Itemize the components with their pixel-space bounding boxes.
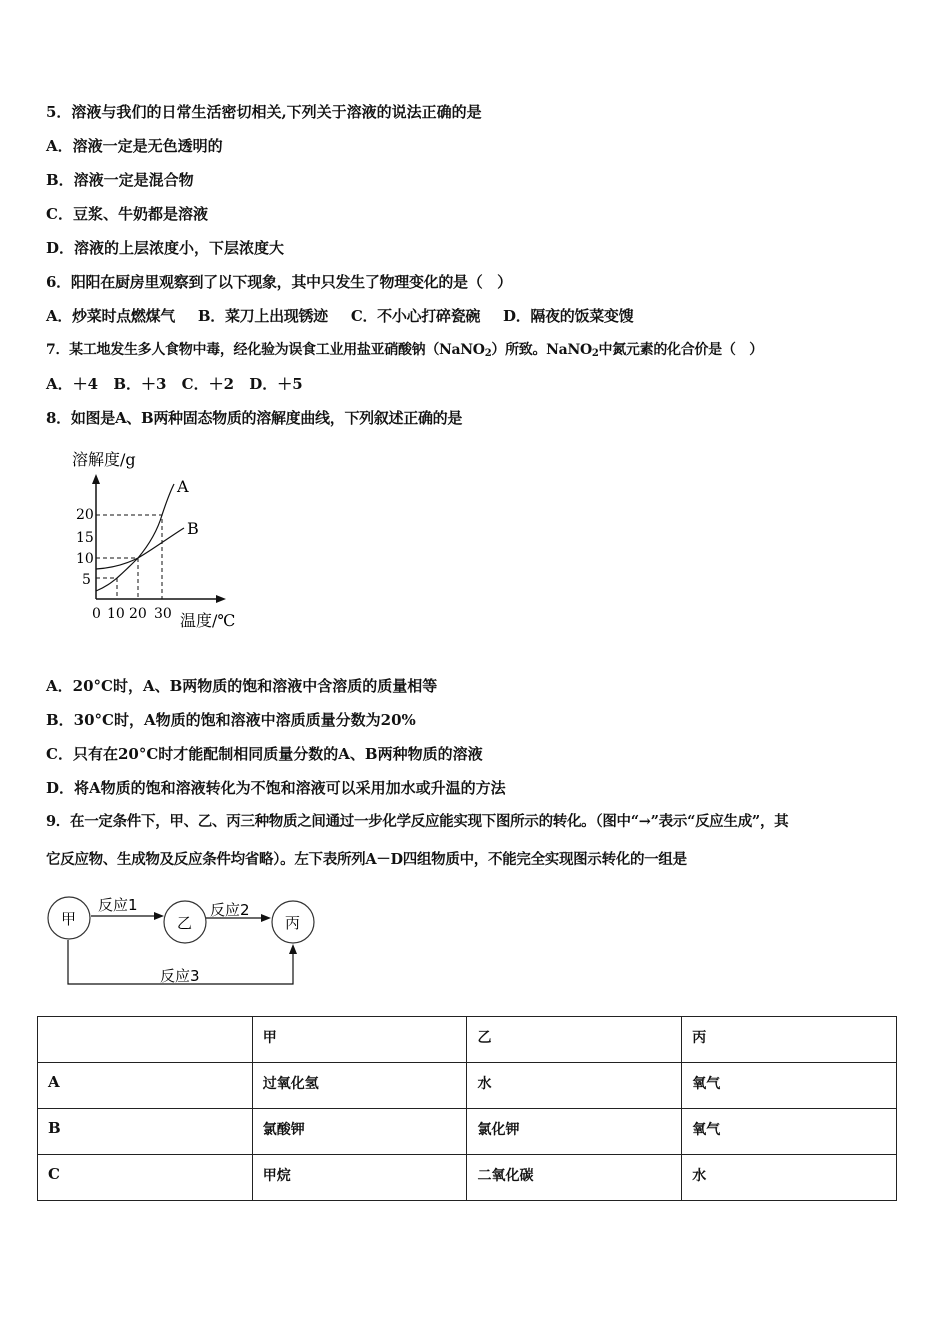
y-axis-arrow-icon (92, 474, 100, 484)
curve-a (96, 484, 174, 591)
table-header-row (38, 1017, 897, 1063)
table-row (38, 1109, 897, 1155)
q5-option-c: C．豆浆、牛奶都是溶液 (46, 205, 208, 223)
y-tick-10: 10 (76, 551, 94, 567)
q5-stem: 5．溶液与我们的日常生活密切相关,下列关于溶液的说法正确的是 (46, 103, 482, 121)
q9-stem-line2: 它反应物、生成物及反应条件均省略）。左下表所列A－D四组物质中，不能完全实现图示转化的一组是 (46, 851, 687, 868)
q7-option-c: C．＋2 (181, 375, 235, 393)
x-tick-0: 0 (92, 606, 101, 622)
table-cell: C (38, 1155, 253, 1201)
q8-option-b: B．30°C时，A物质的饱和溶液中溶质质量分数为20% (46, 711, 416, 729)
q7-stem (46, 340, 763, 364)
q7-stem-part2: ）所致。NaNO (491, 342, 592, 358)
substance-table (37, 1016, 897, 1201)
arrow-head-icon (154, 912, 164, 920)
x-tick-20: 20 (129, 606, 147, 622)
q6-option-d: D．隔夜的饭菜变馊 (503, 307, 634, 325)
arrow-head-icon (289, 944, 297, 954)
chart-xlabel: 温度/℃ (180, 611, 236, 630)
reaction-3-label: 反应3 (160, 967, 200, 985)
q5-option-a: A．溶液一定是无色透明的 (46, 137, 223, 155)
chart-ylabel: 溶解度/g (72, 450, 136, 469)
q8-option-a: A．20°C时，A、B两物质的饱和溶液中含溶质的质量相等 (46, 677, 438, 695)
curve-b-label: B (187, 519, 199, 538)
table-cell: 氯化钾 (467, 1109, 682, 1155)
table-cell: 氯酸钾 (252, 1109, 467, 1155)
x-tick-30: 30 (154, 606, 172, 622)
reaction-diagram (40, 885, 330, 995)
node-bing-label: 丙 (285, 914, 301, 932)
table-cell: A (38, 1063, 253, 1109)
q6-stem: 6．阳阳在厨房里观察到了以下现象，其中只发生了物理变化的是（ ） (46, 273, 512, 291)
q8-option-d: D．将A物质的饱和溶液转化为不饱和溶液可以采用加水或升温的方法 (46, 779, 506, 797)
q8-option-c: C．只有在20°C时才能配制相同质量分数的A、B两种物质的溶液 (46, 745, 483, 763)
table-cell: 水 (467, 1063, 682, 1109)
table-row (38, 1063, 897, 1109)
q5-option-b: B．溶液一定是混合物 (46, 171, 194, 189)
x-tick-10: 10 (107, 606, 125, 622)
table-header-cell: 丙 (682, 1017, 897, 1063)
table-row (38, 1155, 897, 1201)
node-jia-label: 甲 (61, 910, 77, 928)
q8-stem: 8．如图是A、B两种固态物质的溶解度曲线，下列叙述正确的是 (46, 409, 463, 427)
node-yi-label: 乙 (177, 914, 193, 932)
table-cell: 过氧化氢 (252, 1063, 467, 1109)
table-cell: 氧气 (682, 1063, 897, 1109)
q6-options (46, 306, 633, 326)
q6-option-b: B．菜刀上出现锈迹 (197, 307, 328, 325)
x-axis-arrow-icon (216, 595, 226, 603)
y-tick-20: 20 (76, 507, 94, 523)
q7-stem-part1: 7．某工地发生多人食物中毒，经化验为误食工业用盐亚硝酸钠（NaNO (46, 342, 485, 358)
q7-stem-part3: 中氮元素的化合价是（ ） (598, 342, 763, 358)
table-cell: 氧气 (682, 1109, 897, 1155)
curve-a-label: A (177, 477, 189, 496)
q7-option-b: B．＋3 (113, 375, 167, 393)
q7-option-d: D．＋5 (249, 375, 303, 393)
table-cell: 水 (682, 1155, 897, 1201)
q7-subscript: 2 (591, 348, 599, 359)
q7-options (46, 374, 303, 394)
solubility-chart (60, 440, 250, 640)
table-header-cell (38, 1017, 253, 1063)
q5-option-d: D．溶液的上层浓度小，下层浓度大 (46, 239, 285, 257)
curve-b (96, 528, 184, 569)
q7-subscript: 2 (484, 348, 492, 359)
table-header-cell: 乙 (467, 1017, 682, 1063)
table-cell: B (38, 1109, 253, 1155)
arrow-head-icon (261, 914, 271, 922)
q6-option-c: C．不小心打碎瓷碗 (350, 307, 481, 325)
reaction-2-label: 反应2 (210, 901, 250, 919)
q9-stem-line1: 9．在一定条件下，甲、乙、丙三种物质之间通过一步化学反应能实现下图所示的转化。（图中“→”表示“反应生成”，其 (46, 813, 789, 830)
table-cell: 甲烷 (252, 1155, 467, 1201)
table-header-cell: 甲 (252, 1017, 467, 1063)
q7-option-a: A．＋4 (46, 375, 99, 393)
table-cell: 二氧化碳 (467, 1155, 682, 1201)
reaction-1-label: 反应1 (98, 896, 138, 914)
q6-option-a: A．炒菜时点燃煤气 (46, 307, 175, 325)
y-tick-5: 5 (82, 572, 91, 588)
y-tick-15: 15 (76, 530, 94, 546)
